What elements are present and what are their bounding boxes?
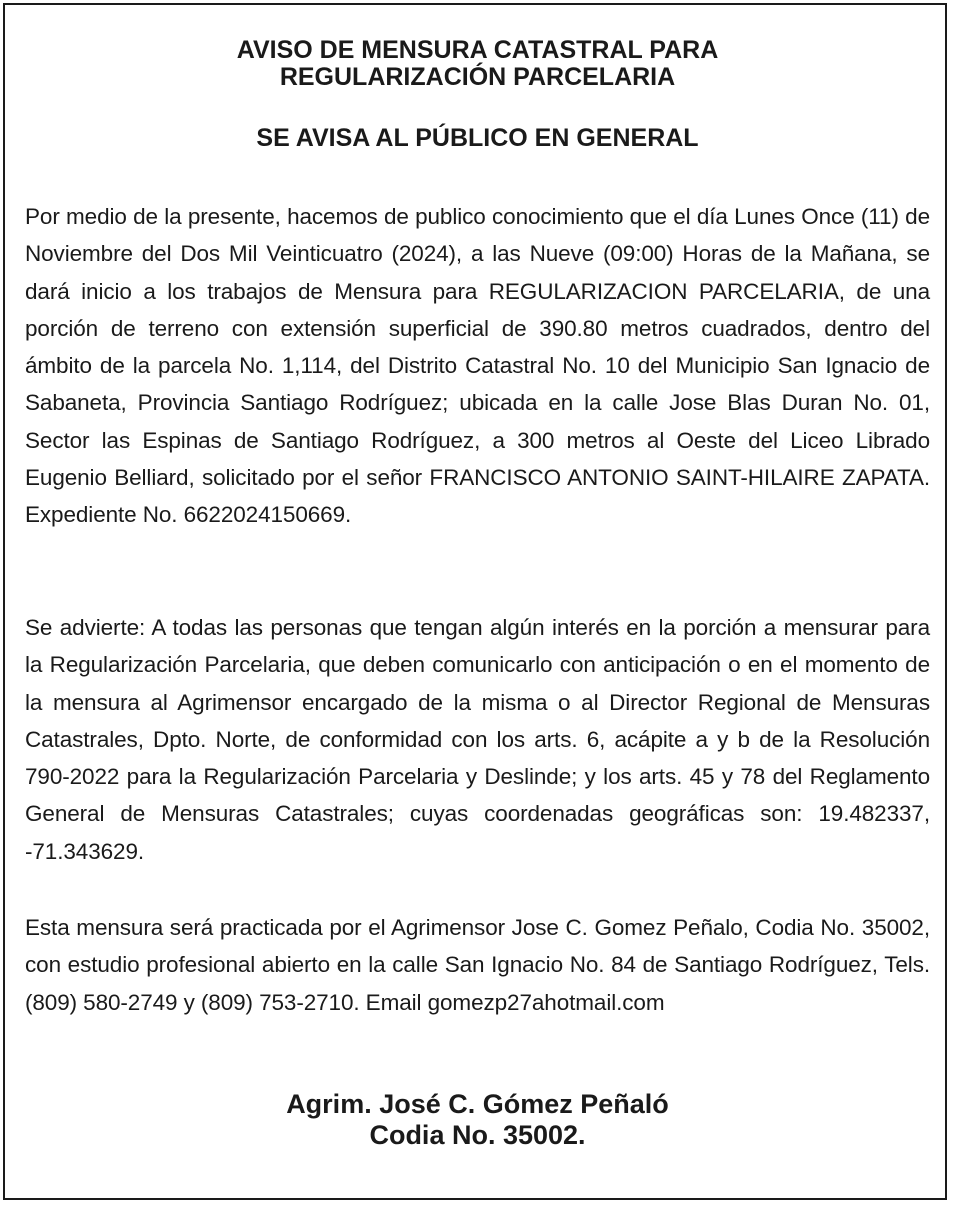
notice-title-line1: AVISO DE MENSURA CATASTRAL PARA	[236, 36, 719, 64]
notice-paragraph-surveyor: Esta mensura será practicada por el Agrimensor Jose C. Gomez Peñalo, Codia No. 35002, con estudio profesional abierto en la calle San Ignacio No. 84 de Santiago Rodríguez, Tels. (809) 580-2749 y (809) 753-2710. Email gomezp27ahotmail.com	[25, 915, 930, 1015]
notice-frame	[3, 3, 947, 1200]
signature-codia: Codia No. 35002.	[369, 1120, 586, 1150]
notice-title-line2: REGULARIZACIÓN PARCELARIA	[279, 63, 676, 91]
notice-subtitle: SE AVISA AL PÚBLICO EN GENERAL	[256, 124, 699, 152]
signature-name: Agrim. José C. Gómez Peñaló	[286, 1089, 669, 1119]
notice-title	[25, 37, 930, 91]
signature-block	[25, 1089, 930, 1151]
notice-paragraph-warning: Se advierte: A todas las personas que tengan algún interés en la porción a mensurar para la Regularización Parcelaria, que deben comunicarlo con anticipación o en el momento de la mensura al Agrimensor encargado de la misma o al Director Regional de Mensuras Catastrales, Dpto. Norte, de conformidad con los arts. 6, acápite a y b de la Resolución 790-2022 para la Regularización Parcelaria y Deslinde; y los arts. 45 y 78 del Reglamento General de Mensuras Catastrales; cuyas coordenadas geográficas son: 19.482337, -71.343629.	[25, 615, 930, 864]
notice-paragraph-announcement: Por medio de la presente, hacemos de publico conocimiento que el día Lunes Once (11) de Noviembre del Dos Mil Veinticuatro (2024), a las Nueve (09:00) Horas de la Mañana, se dará inicio a los trabajos de Mensura para REGULARIZACION PARCELARIA, de una porción de terreno con extensión superficial de 390.80 metros cuadrados, dentro del ámbito de la parcela No. 1,114, del Distrito Catastral No. 10 del Municipio San Ignacio de Sabaneta, Provincia Santiago Rodríguez; ubicada en la calle Jose Blas Duran No. 01, Sector las Espinas de Santiago Rodríguez, a 300 metros al Oeste del Liceo Librado Eugenio Belliard, solicitado por el señor FRANCISCO ANTONIO SAINT-HILAIRE ZAPATA. Expediente No. 6622024150669.	[25, 204, 930, 528]
